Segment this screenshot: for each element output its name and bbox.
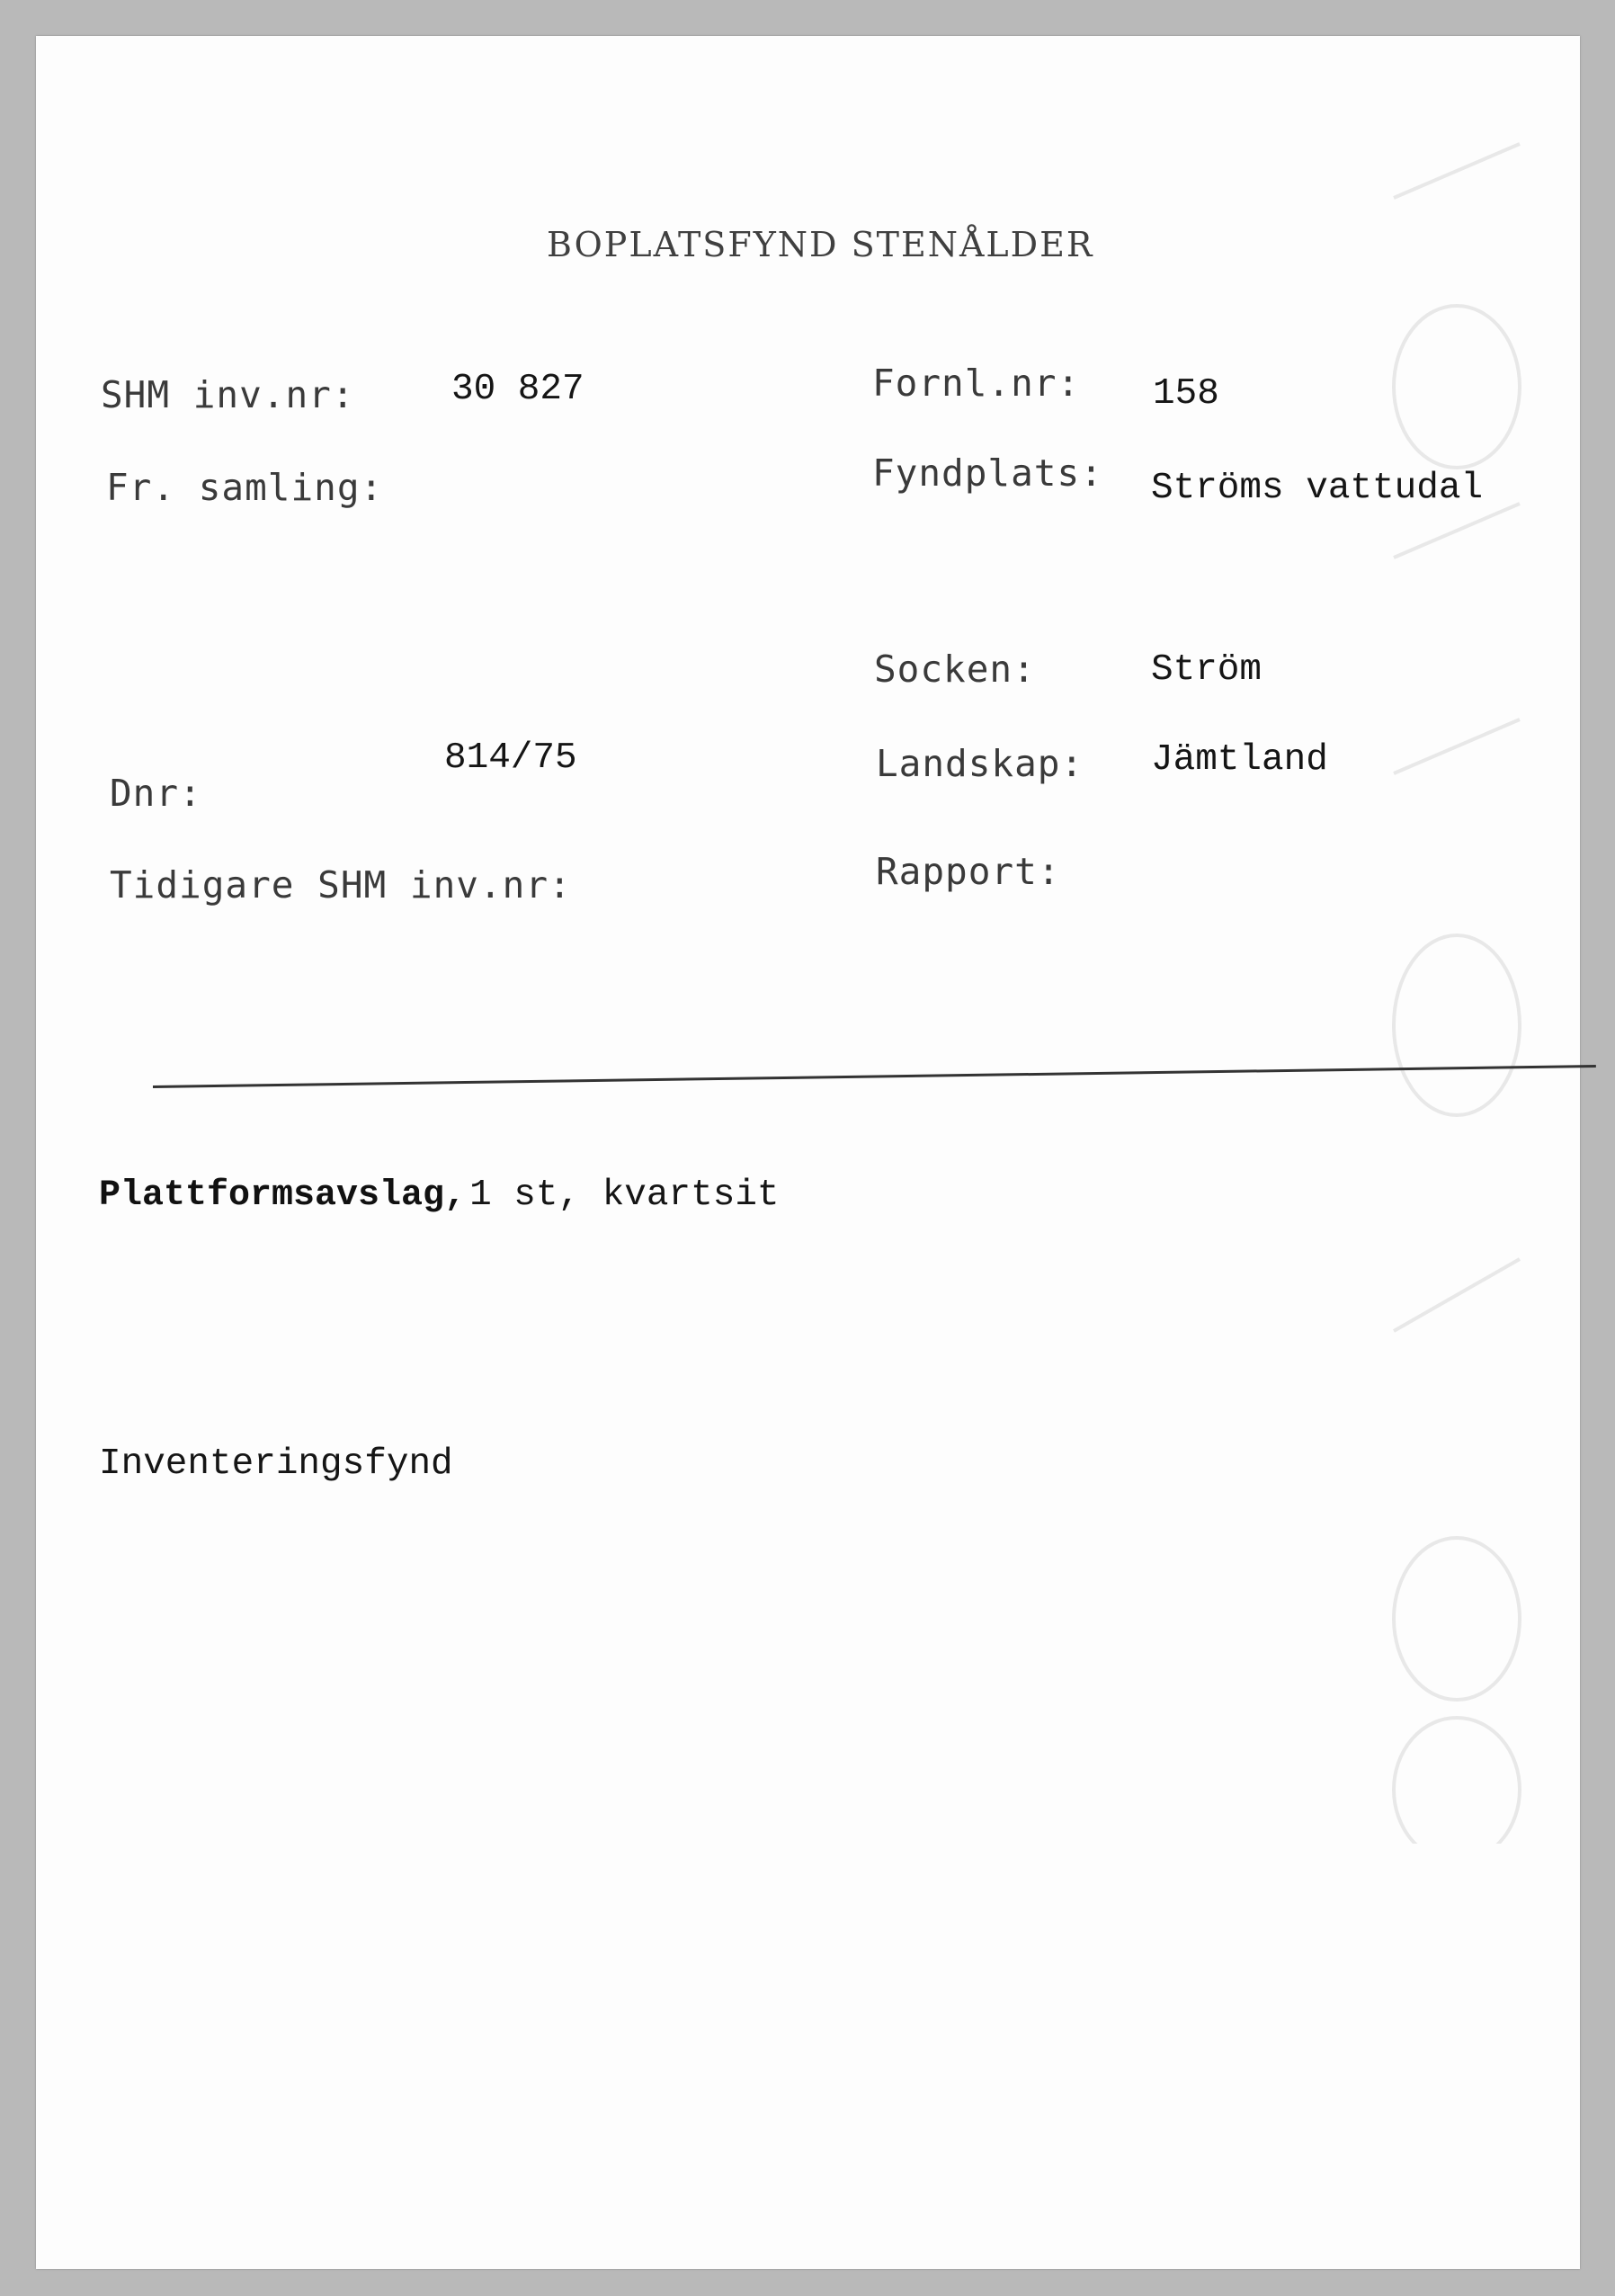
fr-samling-label: Fr. samling: <box>106 466 384 509</box>
dnr-label: Dnr: <box>110 772 202 815</box>
catalog-card <box>36 36 1580 2269</box>
fyndplats-label: Fyndplats: <box>872 451 1103 495</box>
dnr-value: 814/75 <box>444 737 577 779</box>
fyndplats-value: Ströms vattudal <box>1151 468 1484 509</box>
find-details: 1 st, kvartsit <box>469 1175 780 1216</box>
card-title: BOPLATSFYND STENÅLDER <box>547 225 1094 264</box>
socken-label: Socken: <box>874 648 1036 691</box>
landskap-value: Jämtland <box>1151 739 1328 781</box>
find-description <box>99 1175 780 1216</box>
inventory-note: Inventeringsfynd <box>99 1443 453 1485</box>
fornl-nr-value: 158 <box>1153 373 1219 415</box>
tidigare-shm-inv-nr-label: Tidigare SHM inv.nr: <box>110 863 572 907</box>
shm-inv-nr-label: SHM inv.nr: <box>101 373 355 416</box>
landskap-label: Landskap: <box>876 742 1084 785</box>
faint-bleed-through-strip <box>1376 90 1538 1844</box>
find-name: Plattformsavslag, <box>99 1175 467 1216</box>
shm-inv-nr-value: 30 827 <box>451 369 584 410</box>
rapport-label: Rapport: <box>876 850 1061 893</box>
fornl-nr-label: Fornl.nr: <box>872 362 1081 405</box>
socken-value: Ström <box>1151 649 1263 691</box>
